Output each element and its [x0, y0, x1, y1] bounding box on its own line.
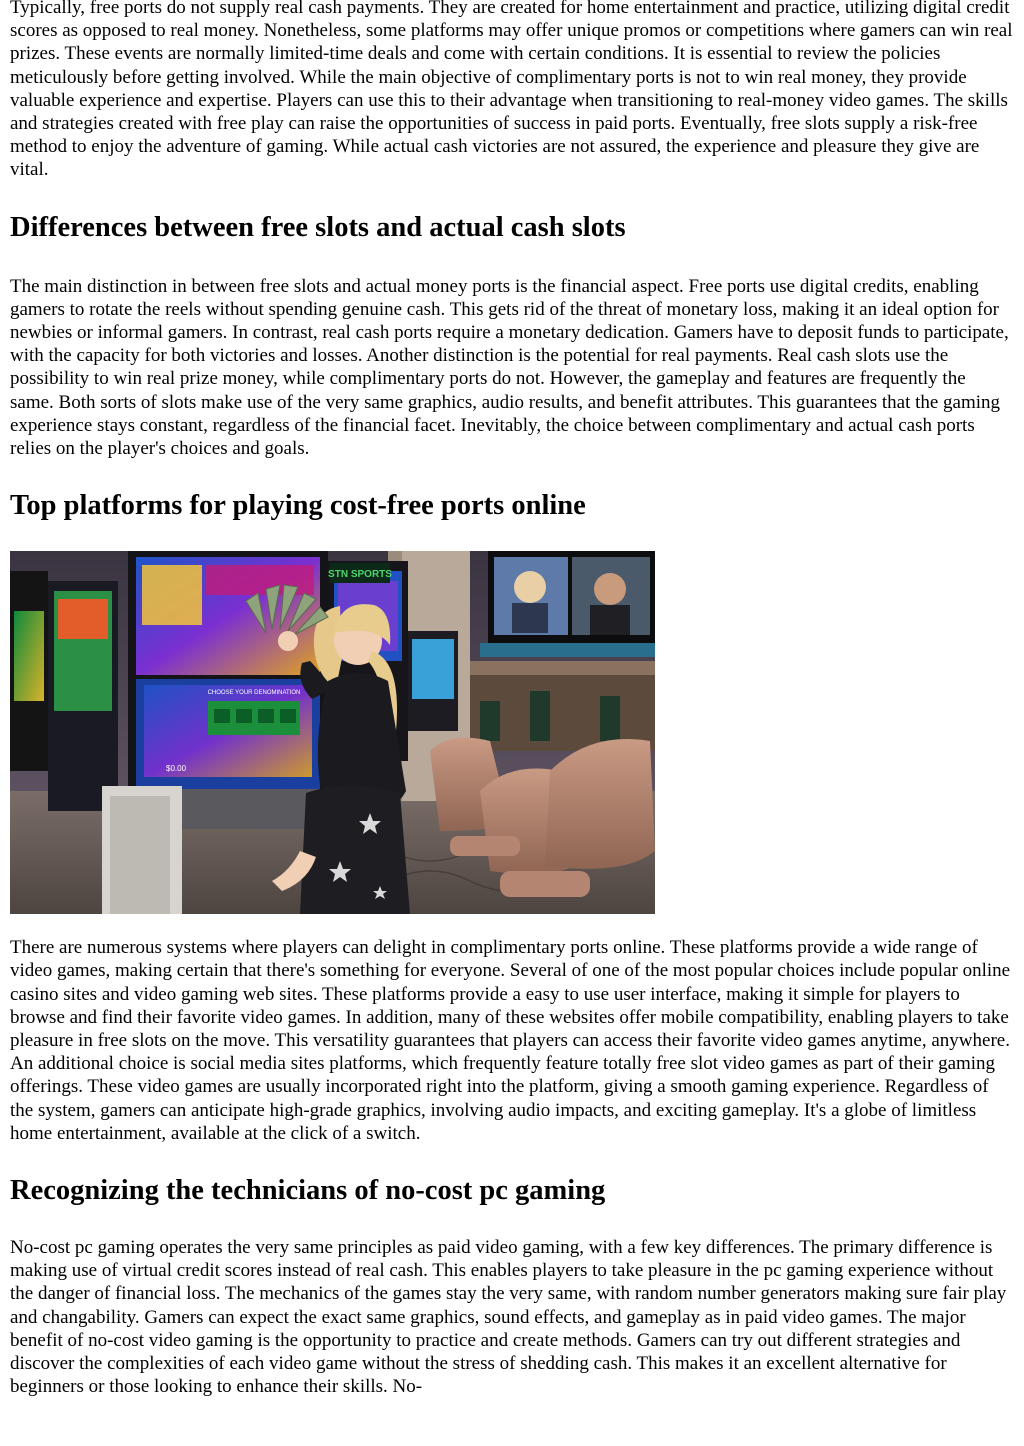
recognizing-paragraph: No-cost pc gaming operates the very same principles as paid video gaming, with a few key differences. The primary difference is making use of virtual credit scores instead of real cash. This enables players to take pleasure in the pc gaming experience without the danger of financial loss. The mechanics of the games stay the very same, with random number generators making sure fair play and changability. Gamers can expect the exact same graphics, sound effects, and gameplay as in paid video games. The major benefit of no-cost video gaming is the opportunity to practice and create methods. Gamers can try out different strategies and discover the complexities of each video game without the stress of shedding cash. This makes it an excellent alternative for beginners or those looking to enhance their skills. No-	[10, 1237, 1007, 1398]
heading-recognizing: Recognizing the technicians of no-cost pc gaming	[10, 1175, 606, 1207]
casino-slot-machine-photo	[10, 551, 655, 914]
differences-paragraph: The main distinction in between free slots and actual money ports is the financial aspect. Free ports use digital credits, enabling gamers to rotate the reels without spending genuine cash. This gets rid of the threat of monetary loss, making it an ideal option for newbies or informal gamers. In contrast, real cash ports require a monetary dedication. Gamers have to deposit funds to participate, with the capacity for both victories and losses. Another distinction is the potential for real payments. Real cash slots use the possibility to win real prize money, while complimentary ports do not. However, the gameplay and features are frequently the same. Both sorts of slots make use of the very same graphics, audio results, and benefit attributes. This guarantees that the gaming experience stays constant, regardless of the financial facet. Inevitably, the choice between complimentary and actual cash ports relies on the player's choices and goals.	[10, 275, 1009, 460]
intro-paragraph: Typically, free ports do not supply real cash payments. They are created for home entertainment and practice, utilizing digital credit scores as opposed to real money. Nonetheless, some platforms may offer unique promos or competitions where gamers can win real prizes. These events are normally limited-time deals and come with certain conditions. It is essential to review the policies meticulously before getting involved. While the main objective of complimentary ports is not to win real money, they provide valuable experience and expertise. Players can use this to their advantage when transitioning to real-money video games. The skills and strategies created with free play can raise the opportunities of success in paid ports. Eventually, free slots supply a risk-free method to enjoy the adventure of gaming. While actual cash victories are not assured, the experience and pleasure they give are vital.	[10, 0, 1013, 181]
top-platforms-paragraph: There are numerous systems where players can delight in complimentary ports online. These platforms provide a wide range of video games, making certain that there's something for everyone. Several of one of the most popular choices include popular online casino sites and video gaming web sites. These platforms provide a easy to use user interface, making it simple for players to browse and find their favorite video games. In addition, many of these websites offer mobile compatibility, enabling players to take pleasure in free slots on the move. This versatility guarantees that players can access their favorite video games anytime, anywhere. An additional choice is social media sites platforms, which frequently feature totally free slot video games as part of their gaming offerings. These video games are usually incorporated right into the platform, giving a smooth gaming experience. Regardless of the system, gamers can anticipate high-grade graphics, involving audio impacts, and exciting gameplay. It's a globe of limitless home entertainment, available at the click of a switch.	[10, 937, 1011, 1144]
heading-differences: Differences between free slots and actual cash slots	[10, 211, 626, 243]
slot-banner-text: CHOOSE YOUR DENOMINATION	[207, 690, 301, 697]
sports-sign-text: STN SPORTS	[328, 569, 392, 581]
slot-credit-text: $0.00	[166, 764, 187, 774]
heading-top-platforms: Top platforms for playing cost-free ports online	[10, 490, 586, 522]
